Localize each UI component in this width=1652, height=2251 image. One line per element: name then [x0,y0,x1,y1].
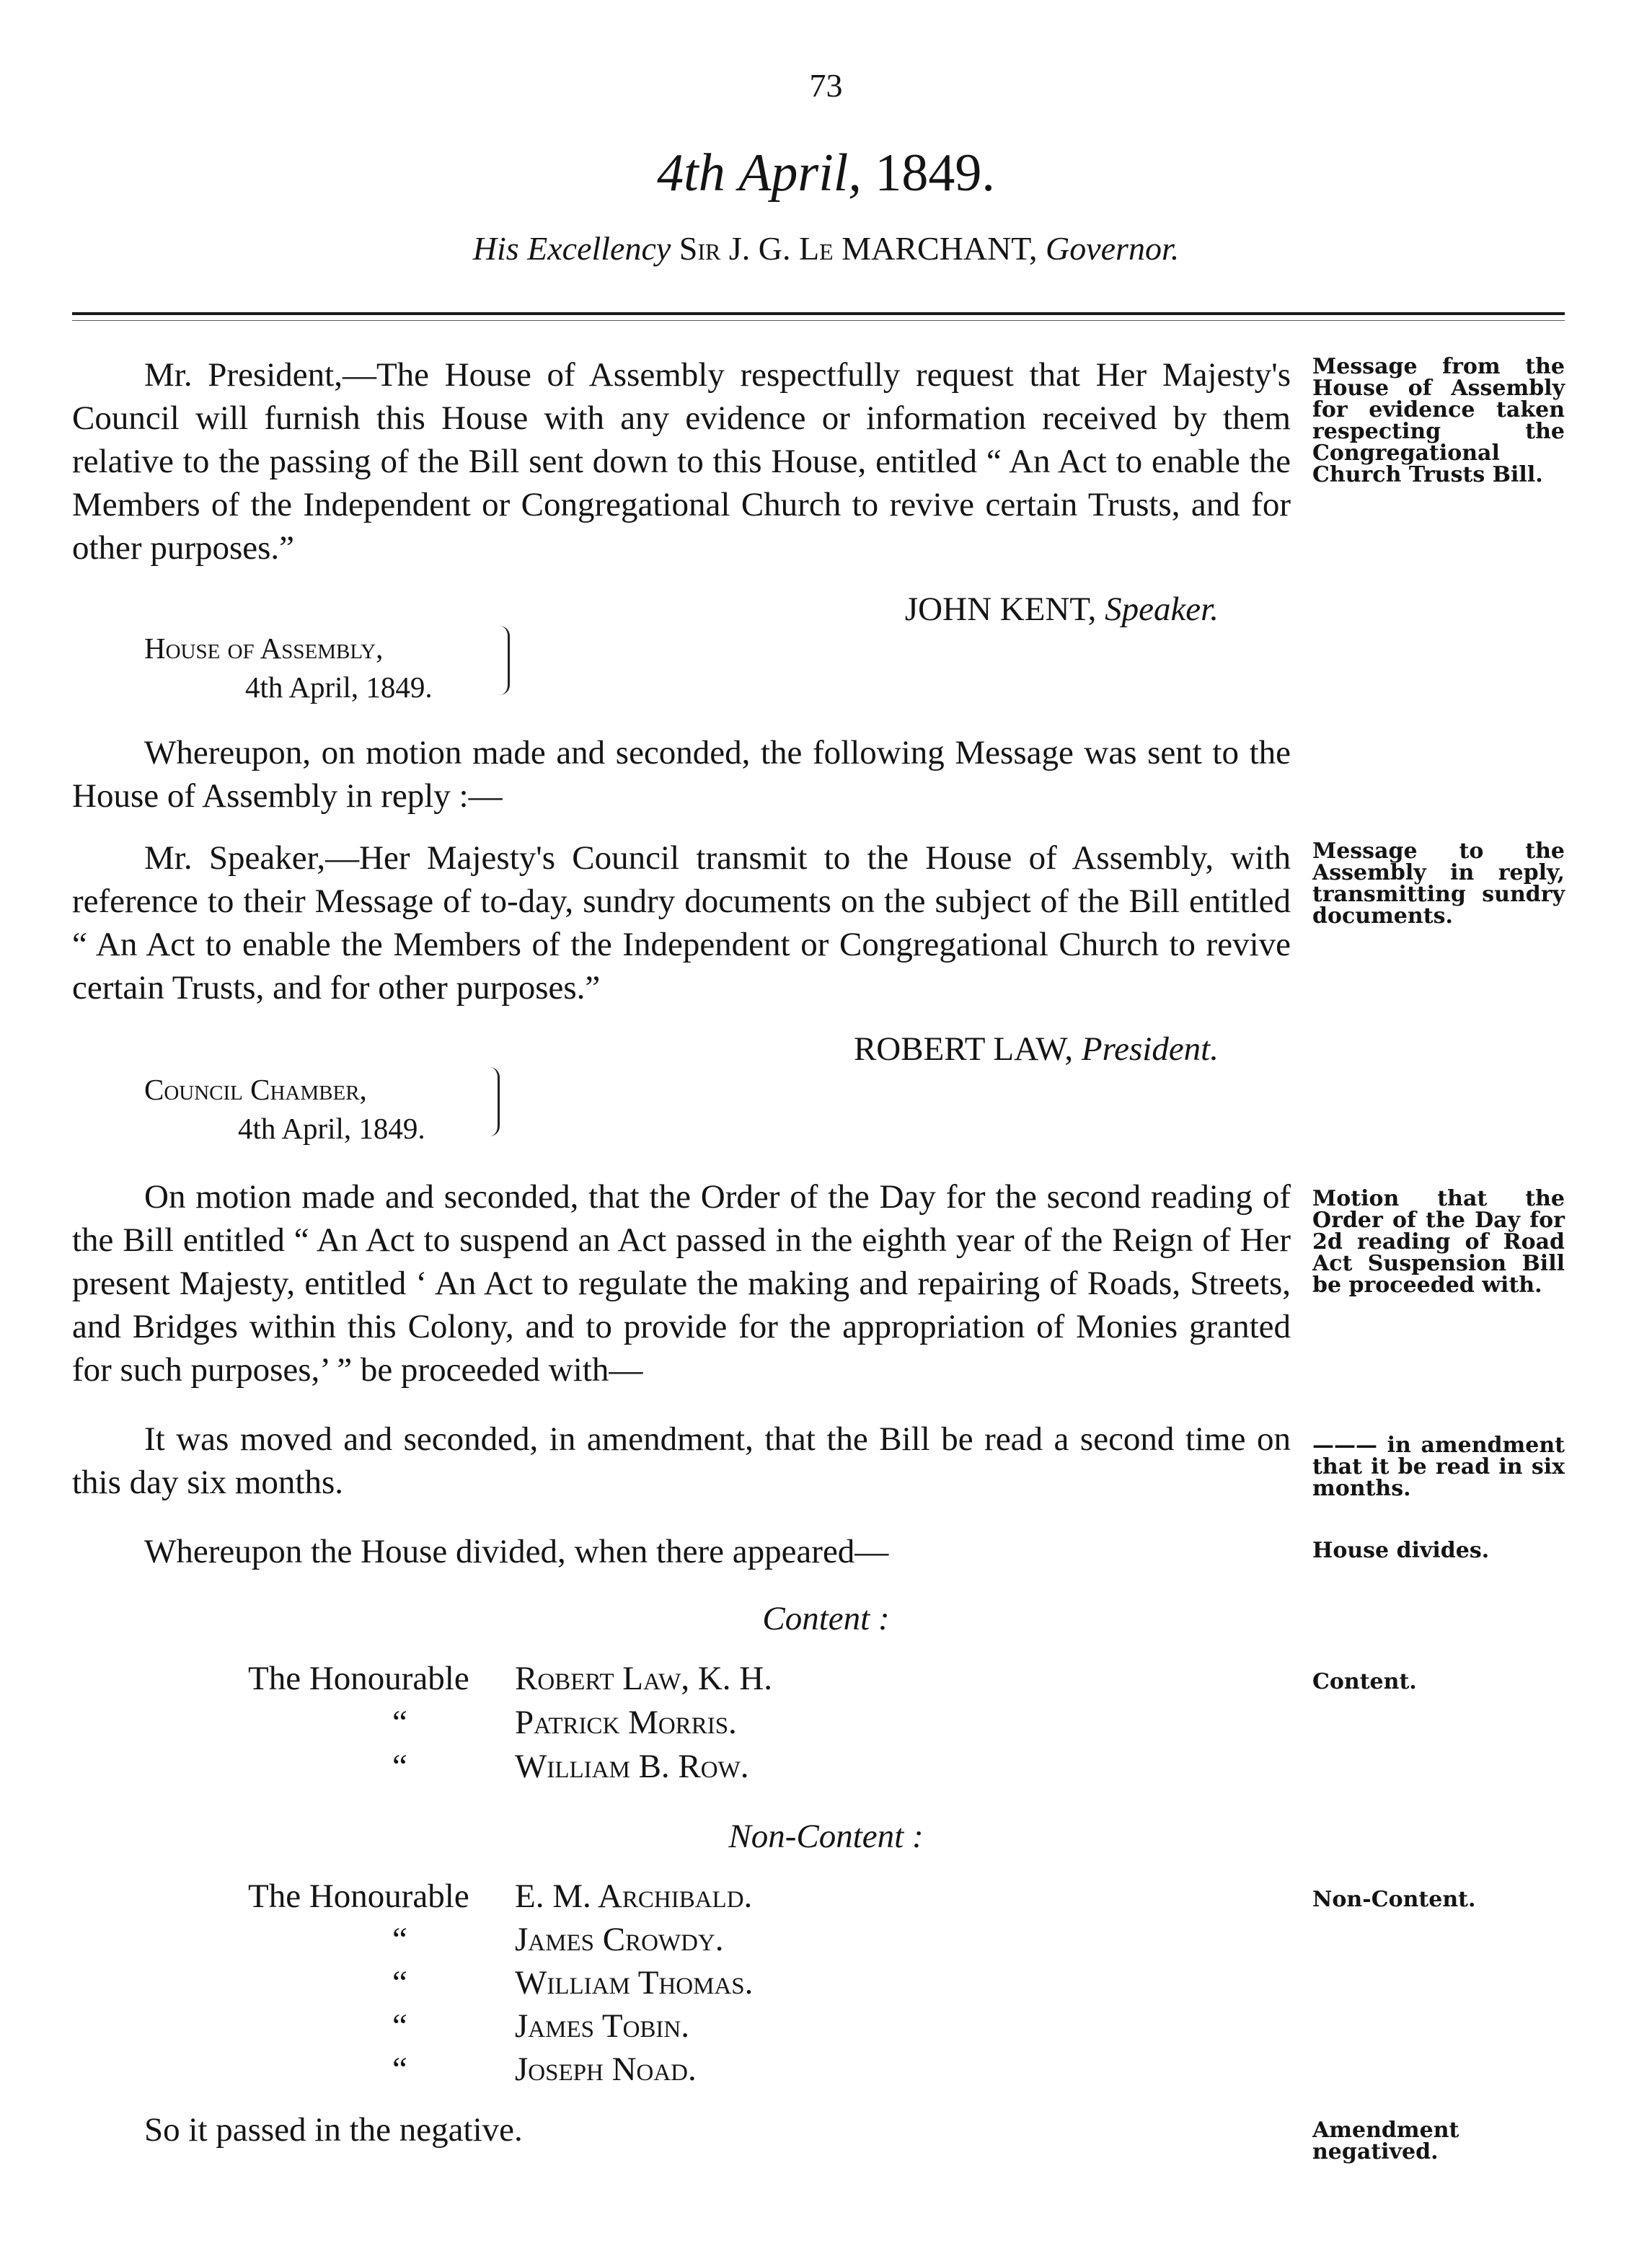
noncontent-row [248,1875,753,1918]
whereupon-message [72,731,1291,818]
margin-note-7: Non-Content. [1312,1887,1476,1912]
address-council-line2: 4th April, 1849. [238,1112,425,1145]
signature-speaker-name: JOHN KENT, [904,591,1097,628]
margin-note-2: Message to the Assembly in reply, transmitting sundry documents. [1312,839,1565,929]
noncontent-row [248,1918,753,1961]
paragraph-7: So it passed in the negative. [144,2111,523,2149]
noncontent-prefix: The Honourable [248,1878,469,1915]
message-from-assembly [72,353,1291,570]
noncontent-heading: Non-Content : [728,1818,924,1855]
date-day: 4th [657,143,725,203]
noncontent-prefix: “ [392,1921,407,1958]
content-name: Patrick Morris. [515,1704,737,1741]
paragraph-5: It was moved and seconded, in amendment, that the Bill be read a second time on this day six months. [72,1420,1291,1501]
passed-negative [72,2108,1291,2152]
address-brace-2 [487,1067,500,1136]
content-list [248,1657,772,1789]
address-assembly [144,629,433,707]
content-heading: Content : [762,1600,890,1637]
address-council [144,1070,425,1148]
margin-note-5: House divides. [1312,1538,1490,1563]
noncontent-prefix: “ [392,2051,407,2088]
date-heading [0,143,1652,204]
paragraph-6: Whereupon the House divided, when there appeared— [144,1533,889,1570]
noncontent-row [248,1961,753,2004]
header-rule-thin [72,320,1565,321]
content-prefix: “ [392,1704,407,1741]
paragraph-2: Whereupon, on motion made and seconded, the following Message was sent to the House of Assembly in reply :— [72,734,1291,815]
governor-line [0,229,1652,267]
governor-prefix: His Excellency [472,230,671,267]
signature-president [72,1030,1219,1069]
motion-order-of-day [72,1175,1291,1392]
margin-note-3: Motion that the Order of the Day for 2d reading of Road Act Suspension Bill be proceeded with. [1312,1186,1565,1298]
margin-note-8: Amendment negatived. [1312,2118,1459,2164]
paragraph-4: On motion made and seconded, that the Order of the Day for the second reading of the Bill entitled “ An Act to suspend an Act passed in the eighth year of the Reign of Her present Majesty, entitled ‘ An Act to regulate the making and repairing of Roads, Streets, and Bridges within this Colony, and to provide for the appropriation of Monies granted for such purposes,’ ” be proceeded with— [72,1178,1291,1389]
paragraph-1: Mr. President,—The House of Assembly respectfully request that Her Majesty's Council will furnish this House with any evidence or information received by them relative to the passing of the Bill sent down to this House, entitled “ An Act to enable the Members of the Independent or Congregational Church to revive certain Trusts, and for other purposes.” [72,356,1291,567]
paragraph-3: Mr. Speaker,—Her Majesty's Council transmit to the House of Assembly, with reference to their Message of to-day, sundry documents on the subject of the Bill entitled “ An Act to enable the Members of the Independent or Congregational Church to revive certain Trusts, and for other purposes.” [72,839,1291,1007]
content-name: Robert Law, K. H. [515,1660,772,1697]
margin-note-1: Message from the House of Assembly for evidence taken respecting the Congregational Church Trusts Bill. [1312,354,1565,487]
content-row [248,1701,772,1745]
page-number: 73 [809,67,843,104]
noncontent-list [248,1875,753,2091]
content-prefix: The Honourable [248,1660,469,1697]
message-to-assembly [72,836,1291,1009]
noncontent-name: James Crowdy. [515,1921,724,1958]
noncontent-name: E. M. Archibald. [515,1878,753,1915]
signature-president-role: President. [1081,1030,1219,1068]
noncontent-name: James Tobin. [515,2007,689,2045]
governor-name: Sir J. G. Le MARCHANT, [679,230,1038,267]
header-rule [72,312,1565,315]
noncontent-prefix: “ [392,2007,407,2045]
margin-note-4: ——— in amendment that it be read in six months. [1312,1433,1565,1501]
address-brace [498,626,510,695]
content-row [248,1745,772,1789]
noncontent-prefix: “ [392,1964,407,2002]
noncontent-row [248,2004,753,2048]
date-month: April, [738,143,862,203]
address-assembly-line2: 4th April, 1849. [245,671,433,704]
noncontent-name: William Thomas. [515,1964,754,2002]
noncontent-row [248,2048,753,2091]
content-name: William B. Row. [515,1748,749,1785]
content-prefix: “ [392,1748,407,1785]
date-year: 1849. [875,143,995,203]
noncontent-name: Joseph Noad. [515,2051,697,2088]
address-assembly-line1: House of Assembly, [144,632,384,665]
amendment-motion [72,1418,1291,1504]
signature-speaker [72,590,1219,629]
address-council-line1: Council Chamber, [144,1073,367,1106]
house-divided [72,1530,1291,1573]
governor-title: Governor. [1045,230,1180,267]
signature-president-name: ROBERT LAW, [853,1030,1074,1068]
margin-note-6: Content. [1312,1669,1417,1694]
content-row [248,1657,772,1701]
signature-speaker-role: Speaker. [1105,591,1219,628]
